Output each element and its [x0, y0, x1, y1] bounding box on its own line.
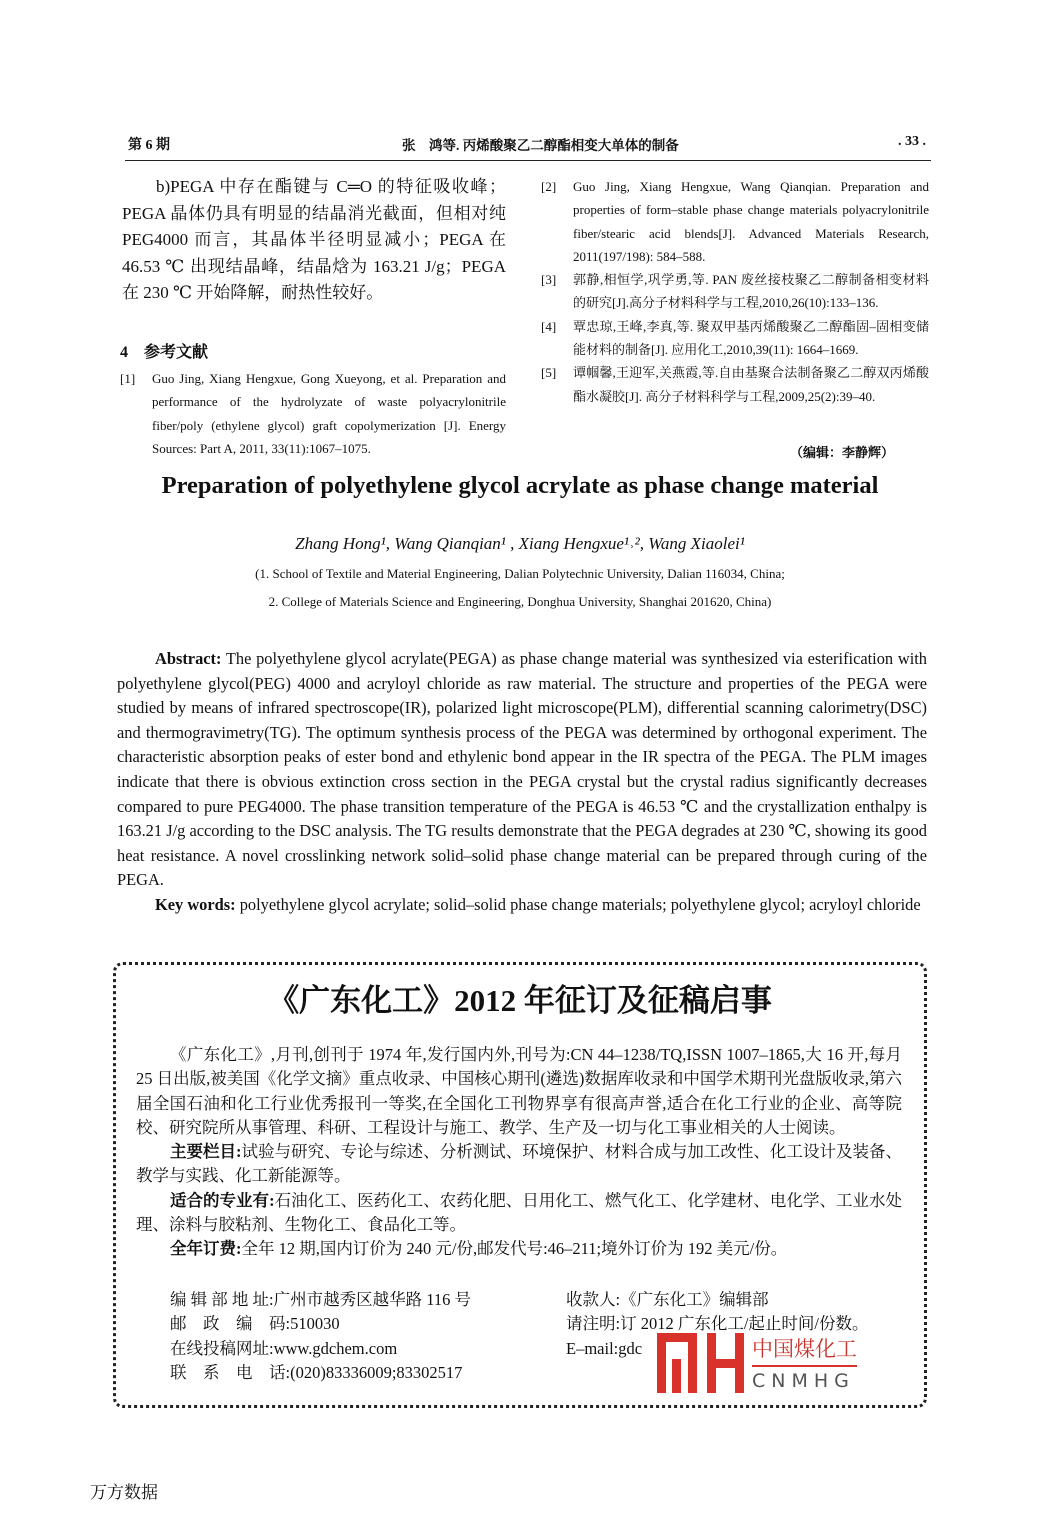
watermark-text [752, 1333, 857, 1392]
fee-text: 全年 12 期,国内订价为 240 元/份,邮发代号:46–211;境外订价为 192 美元/份。 [241, 1239, 788, 1259]
watermark-en: CNMHG [752, 1370, 855, 1392]
postcode: 邮 政 编 码:510030 [170, 1314, 340, 1334]
running-title: 张 鸿等. 丙烯酸聚乙二醇酯相变大单体的制备 [402, 138, 679, 153]
footer-source: 万方数据 [90, 1483, 158, 1503]
reference-item [541, 315, 929, 362]
abstract-label: Abstract: [155, 649, 222, 668]
reference-item [541, 175, 929, 268]
notice-title: 《广东化工》2012 年征订及征稿启事 [268, 983, 772, 1018]
reference-number: [3] [541, 272, 557, 288]
references-left [120, 367, 506, 460]
columns-text: 试验与研究、专论与综述、分析测试、环境保护、材料合成与加工改性、化工设计及装备、教学与实践、化工新能源等。 [136, 1142, 903, 1186]
abstract [117, 647, 927, 918]
header-rule [125, 160, 931, 161]
website-link[interactable]: 在线投稿网址:www.gdchem.com [170, 1338, 398, 1358]
issue-number: 第 6 期 [128, 138, 170, 153]
reference-number: [1] [120, 371, 136, 386]
affiliation-2: 2. College of Materials Science and Engineering, Donghua University, Shanghai 201620, China) [268, 594, 772, 609]
reference-text: 覃忠琼,王峰,李真,等. 聚双甲基丙烯酸聚乙二醇酯固–固相变储能材料的制备[J]. 应用化工,2010,39(11): 1664–1669. [573, 318, 929, 358]
reference-number: [4] [541, 318, 557, 334]
watermark-logo-icon [657, 1333, 747, 1393]
conclusion-text: b)PEGA 中存在酯键与 C═O 的特征吸收峰；PEGA 晶体仍具有明显的结晶消光截面，但相对纯 PEG4000 而言，其晶体半径明显减小；PEGA 在 46.53 ℃ 出现结晶峰，结晶焓为 163.21 J/g；PEGA 在 230 ℃ 开始降解，耐热性较好。 [122, 177, 506, 302]
address: 编 辑 部 地 址:广州市越秀区越华路 116 号 [170, 1290, 471, 1309]
reference-text: Guo Jing, Xiang Hengxue, Wang Qianqian. Preparation and properties of form–stable phase change materials polyacrylonitrile fiber/stearic acid blends[J]. Advanced Materials Research, 2011(197/198): 584–588. [573, 179, 929, 264]
notice-body [136, 1043, 902, 1262]
watermark-cn: 中国煤化工 [752, 1333, 857, 1367]
reference-item [120, 367, 506, 460]
reference-text: Guo Jing, Xiang Hengxue, Gong Xueyong, et al. Preparation and performance of the hydrolyzate of waste polyacrylonitrile fiber/poly (ethylene glycol) graft copolymerization [J]. Energy Sources: Part A, 2011, 33(11):1067–1075. [152, 371, 506, 456]
english-title: Preparation of polyethylene glycol acrylate as phase change material [161, 472, 879, 499]
majors-text: 石油化工、医药化工、农药化肥、日用化工、燃气化工、化学建材、电化学、工业水处理、涂料与胶粘剂、生物化工、食品化工等。 [136, 1190, 903, 1235]
page-number: . 33 . [898, 134, 926, 149]
email: E–mail:gdc [566, 1338, 643, 1358]
columns-label: 主要栏目: [170, 1142, 242, 1162]
keywords-text: polyethylene glycol acrylate; solid–solid phase change materials; polyethylene glycol; acryloyl chloride [239, 894, 921, 914]
reference-number: [5] [541, 365, 557, 381]
phone: 联 系 电 话:(020)83336009;83302517 [170, 1362, 463, 1382]
reference-text: 谭帼馨,王迎军,关燕霞,等.自由基聚合法制备聚乙二醇双丙烯酸酯水凝胶[J]. 高分子材料科学与工程,2009,25(2):39–40. [573, 365, 929, 404]
reference-text: 郭静,相恒学,巩学勇,等. PAN 废丝接枝聚乙二醇制备相变材料的研究[J].高分子材料科学与工程,2010,26(10):133–136. [573, 272, 929, 311]
authors: Zhang Hong¹, Wang Qianqian¹ , Xiang Hengxue¹˒², Wang Xiaolei¹ [295, 534, 745, 553]
reference-item [541, 361, 929, 408]
order-note: 请注明:订 2012 广东化工/起止时间/份数。 [566, 1314, 869, 1334]
keywords-label: Key words: [155, 894, 236, 914]
notice-intro: 《广东化工》,月刊,创刊于 1974 年,发行国内外,刊号为:CN 44–1238/TQ,ISSN 1007–1865,大 16 开,每月 25 日出版,被美国《化学文摘》重点收录、中国核心期刊(遴选)数据库收录和中国学术期刊光盘版收录,第六届全国石油和化工行业优秀报刊一等奖,在全国化工刊物界享有很高声誉,适合在化工行业的企业、高等院校、研究院所从事管理、科研、工程设计与施工、教学、生产及一切与化工事业相关的人士阅读。 [136, 1045, 902, 1137]
abstract-text: The polyethylene glycol acrylate(PEGA) as phase change material was synthesized via esterification with polyethylene glycol(PEG) 4000 and acryloyl chloride as raw material. The structure and properties of the PEGA were studied by means of infrared spectroscope(IR), polarized light microscope(PLM), differential scanning calorimetry(DSC) and thermogravimetry(TG). The optimum synthesis process of the PEGA was determined by orthogonal experiment. The characteristic absorption peaks of ester bond and ethylenic bond appear in the IR spectra of the PEGA. The PLM images indicate that there is obvious extinction cross section in the PEGA crystal but the crystal radius significantly decreases compared to pure PEG4000. The phase transition temperature of the PEGA is 46.53 ℃ and the crystallization enthalpy is 163.21 J/g according to the DSC analysis. The TG results demonstrate that the PEGA degrades at 230 ℃, showing its good heat resistance. A novel crosslinking network solid–solid phase change material can be prepared through curing of the PEGA. [117, 649, 927, 890]
editor-note: （编辑：李静辉） [790, 445, 895, 460]
notice-contact-left [170, 1288, 471, 1385]
references-right [541, 175, 929, 408]
reference-number: [2] [541, 179, 557, 194]
payee: 收款人:《广东化工》编辑部 [566, 1290, 769, 1309]
majors-label: 适合的专业有: [170, 1190, 275, 1210]
reference-item [541, 268, 929, 315]
fee-label: 全年订费: [170, 1239, 242, 1259]
affiliation-1: (1. School of Textile and Material Engineering, Dalian Polytechnic University, Dalian 116034, China; [255, 566, 785, 581]
references-heading: 4 参考文献 [120, 344, 209, 361]
